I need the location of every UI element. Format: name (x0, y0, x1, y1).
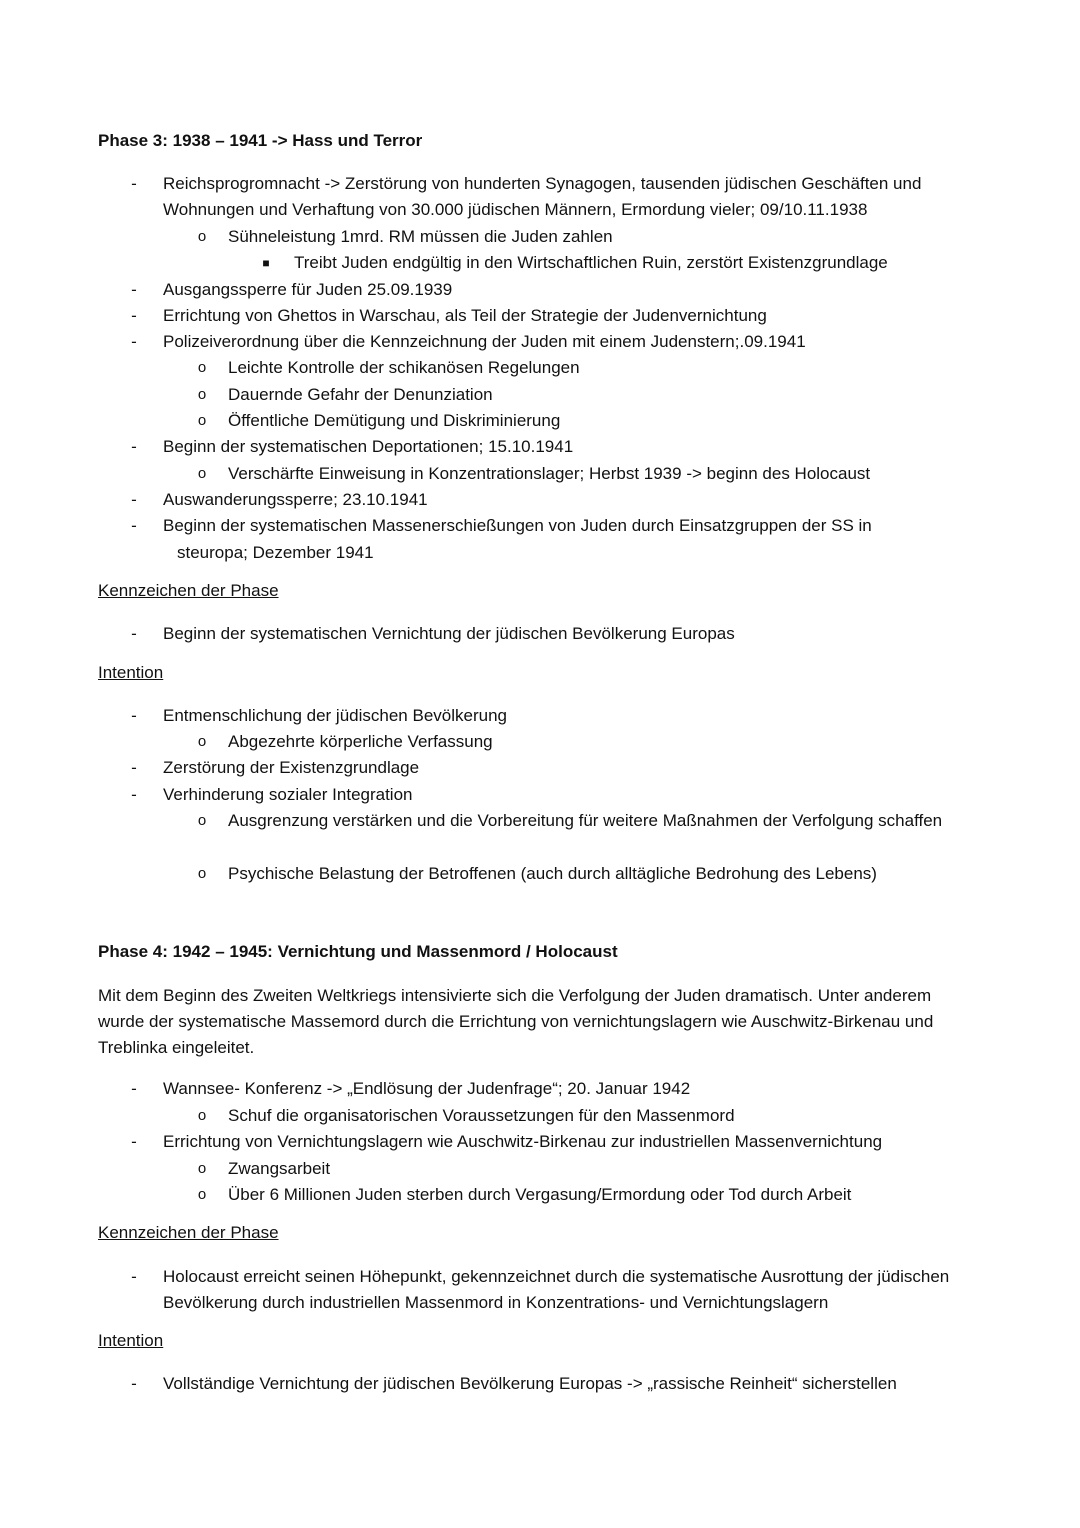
circle-marker: o (197, 1107, 207, 1124)
list-item-text: Zerstörung der Existenzgrundlage (163, 758, 420, 777)
phase4-intro: Mit dem Beginn des Zweiten Weltkriegs intensivierte sich die Verfolgung der Juden dramatisch. Unter anderem wurde der systematische Massemord durch die Errichtung von vernichtungslagern wie Auschwitz-Birkenau und Treblinka eingeleitet. (98, 986, 934, 1057)
list-item-text: Über 6 Millionen Juden sterben durch Vergasung/Ermordung oder Tod durch Arbeit (228, 1185, 852, 1204)
circle-marker: o (197, 1186, 207, 1203)
dash-marker: - (131, 1267, 137, 1286)
circle-marker: o (197, 465, 207, 482)
list-item-text: Reichsprogromnacht -> Zerstörung von hunderten Synagogen, tausenden jüdischen Geschäften und Wohnungen und Verhaftung von 30.000 jüdischen Männern, Ermordung vieler; 09/10.11.1938 (163, 174, 922, 219)
phase3-title: Phase 3: 1938 – 1941 -> Hass und Terror (98, 131, 423, 150)
list-item-text: Beginn der systematischen Deportationen; 15.10.1941 (163, 437, 574, 456)
list-item-text: Dauernde Gefahr der Denunziation (228, 385, 493, 404)
list-item-text: Entmenschlichung der jüdischen Bevölkerung (163, 706, 507, 725)
list-item-text: Psychische Belastung der Betroffenen (auch durch alltägliche Bedrohung des Lebens) (228, 864, 877, 883)
list-item-text: Holocaust erreicht seinen Höhepunkt, gekennzeichnet durch die systematische Ausrottung der jüdischen Bevölkerung durch industriellen Massenmord in Konzentrations- und Vernichtungslagern (163, 1267, 950, 1312)
circle-marker: o (197, 386, 207, 403)
phase4-intention-heading: Intention (98, 1331, 164, 1350)
circle-marker: o (197, 359, 207, 376)
dash-marker: - (131, 785, 137, 804)
list-item-text: Abgezehrte körperliche Verfassung (228, 732, 493, 751)
square-marker: ■ (262, 256, 270, 270)
list-item-text: Wannsee- Konferenz -> „Endlösung der Judenfrage“; 20. Januar 1942 (163, 1079, 691, 1098)
list-item-text: Ausgangssperre für Juden 25.09.1939 (163, 280, 453, 299)
circle-marker: o (197, 228, 207, 245)
circle-marker: o (197, 412, 207, 429)
dash-marker: - (131, 490, 137, 509)
dash-marker: - (131, 624, 137, 643)
list-item-text: Leichte Kontrolle der schikanösen Regelungen (228, 358, 580, 377)
dash-marker: - (131, 1132, 137, 1151)
list-item-text: Beginn der systematischen Massenerschießungen von Juden durch Einsatzgruppen der SS in (163, 516, 872, 535)
dash-marker: - (131, 280, 137, 299)
dash-marker: - (131, 706, 137, 725)
list-item-text: Sühneleistung 1mrd. RM müssen die Juden zahlen (228, 227, 613, 246)
circle-marker: o (197, 865, 207, 882)
list-item-text: Schuf die organisatorischen Voraussetzungen für den Massenmord (228, 1106, 735, 1125)
phase4-features-heading: Kennzeichen der Phase (98, 1223, 279, 1242)
list-item-text: Treibt Juden endgültig in den Wirtschaftlichen Ruin, zerstört Existenzgrundlage (294, 253, 888, 272)
phase3-intention-heading: Intention (98, 663, 164, 682)
dash-marker: - (131, 1374, 137, 1393)
list-item-continuation: steuropa; Dezember 1941 (177, 543, 374, 562)
list-item-text: Errichtung von Vernichtungslagern wie Auschwitz-Birkenau zur industriellen Massenvernichtung (163, 1132, 883, 1151)
list-item-text: Öffentliche Demütigung und Diskriminierung (228, 411, 561, 430)
list-item-text: Ausgrenzung verstärken und die Vorbereitung für weitere Maßnahmen der Verfolgung schaffen (228, 811, 943, 830)
list-item-text: Verschärfte Einweisung in Konzentrationslager; Herbst 1939 -> beginn des Holocaust (228, 464, 871, 483)
phase3-features-heading: Kennzeichen der Phase (98, 581, 279, 600)
dash-marker: - (131, 306, 137, 325)
phase4-title: Phase 4: 1942 – 1945: Vernichtung und Massenmord / Holocaust (98, 942, 618, 961)
list-item-text: Errichtung von Ghettos in Warschau, als Teil der Strategie der Judenvernichtung (163, 306, 767, 325)
list-item-text: Polizeiverordnung über die Kennzeichnung der Juden mit einem Judenstern;.09.1941 (163, 332, 806, 351)
dash-marker: - (131, 516, 137, 535)
list-item-text: Beginn der systematischen Vernichtung der jüdischen Bevölkerung Europas (163, 624, 735, 643)
dash-marker: - (131, 1079, 137, 1098)
circle-marker: o (197, 733, 207, 750)
list-item-text: Zwangsarbeit (228, 1159, 331, 1178)
dash-marker: - (131, 174, 137, 193)
dash-marker: - (131, 332, 137, 351)
list-item-text: Auswanderungssperre; 23.10.1941 (163, 490, 428, 509)
list-item-text: Vollständige Vernichtung der jüdischen Bevölkerung Europas -> „rassische Reinheit“ sicherstellen (163, 1374, 897, 1393)
circle-marker: o (197, 812, 207, 829)
list-item-text: Verhinderung sozialer Integration (163, 785, 413, 804)
dash-marker: - (131, 758, 137, 777)
dash-marker: - (131, 437, 137, 456)
circle-marker: o (197, 1160, 207, 1177)
